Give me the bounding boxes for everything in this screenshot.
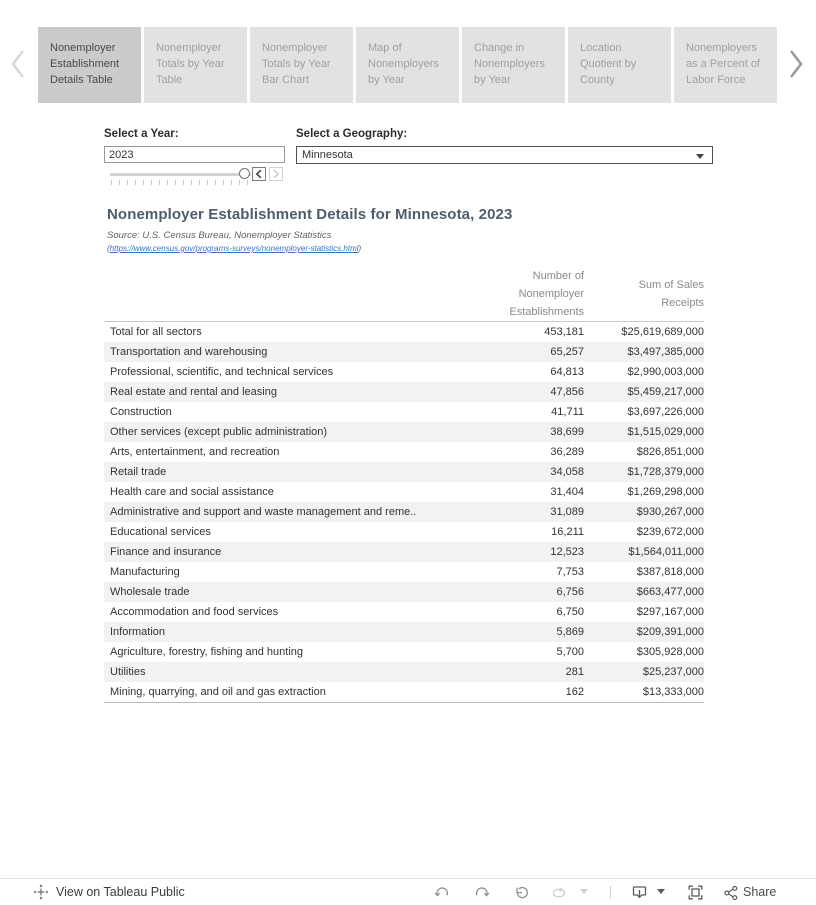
establishments-cell: 47,856 — [550, 386, 584, 398]
view-on-tableau-public-link[interactable]: View on Tableau Public — [56, 885, 185, 899]
receipts-cell: $5,459,217,000 — [627, 386, 704, 398]
sector-cell: Retail trade — [110, 466, 167, 478]
table-row[interactable] — [104, 482, 704, 502]
sector-cell: Mining, quarrying, and oil and gas extraction — [110, 686, 326, 698]
sector-cell: Arts, entertainment, and recreation — [110, 446, 280, 458]
share-icon — [723, 885, 739, 901]
geography-select-value: Minnesota — [302, 149, 353, 161]
table-row[interactable] — [104, 322, 704, 342]
download-button[interactable] — [631, 884, 648, 901]
receipts-cell: $1,564,011,000 — [628, 546, 704, 558]
establishments-cell: 6,750 — [556, 606, 584, 618]
tab-nonemployer-establishment-details-table[interactable]: Nonemployer Establishment Details Table — [38, 27, 141, 103]
table-row[interactable] — [104, 502, 704, 522]
sector-cell: Manufacturing — [110, 566, 180, 578]
table-row[interactable] — [104, 562, 704, 582]
chevron-left-icon — [254, 169, 264, 179]
fullscreen-icon — [687, 884, 704, 901]
sector-cell: Construction — [110, 406, 172, 418]
establishments-cell: 162 — [565, 686, 584, 698]
receipts-cell: $13,333,000 — [642, 686, 704, 698]
tableau-logo-icon[interactable] — [33, 884, 49, 900]
receipts-cell: $1,269,298,000 — [627, 486, 704, 498]
share-button[interactable] — [723, 885, 739, 901]
table-header-row — [104, 267, 704, 322]
sector-cell: Utilities — [110, 666, 146, 678]
tab-map-of-nonemployers-by-year[interactable]: Map of Nonemployers by Year — [356, 27, 459, 103]
table-row[interactable] — [104, 642, 704, 662]
year-input[interactable] — [104, 146, 285, 163]
replay-button[interactable] — [551, 885, 567, 901]
tab-scroll-left-button[interactable] — [8, 48, 30, 80]
undo-button[interactable] — [434, 885, 450, 901]
table-row[interactable] — [104, 622, 704, 642]
establishments-cell: 7,753 — [556, 566, 584, 578]
table-row[interactable] — [104, 462, 704, 482]
establishments-cell: 31,089 — [550, 506, 584, 518]
establishments-cell: 5,869 — [556, 626, 584, 638]
download-icon — [631, 884, 648, 901]
establishments-cell: 64,813 — [550, 366, 584, 378]
chevron-right-icon — [271, 169, 281, 179]
table-row[interactable] — [104, 422, 704, 442]
dropdown-caret-icon — [696, 154, 704, 159]
receipts-cell: $826,851,000 — [636, 446, 704, 458]
year-slider — [104, 165, 296, 187]
establishments-cell: 453,181 — [544, 326, 584, 338]
chevron-left-icon — [8, 48, 30, 80]
link-paren-open: ( — [107, 244, 110, 253]
slider-next-button[interactable] — [269, 167, 283, 181]
year-filter-label: Select a Year: — [104, 128, 179, 140]
sheet-tab-bar — [38, 27, 780, 103]
establishments-cell: 12,523 — [550, 546, 584, 558]
table-row[interactable] — [104, 522, 704, 542]
receipts-cell: $1,515,029,000 — [627, 426, 704, 438]
tab-nonemployer-totals-by-year-bar-chart[interactable]: Nonemployer Totals by Year Bar Chart — [250, 27, 353, 103]
receipts-cell: $305,928,000 — [636, 646, 704, 658]
geography-filter-label: Select a Geography: — [296, 128, 408, 140]
receipts-cell: $387,818,000 — [636, 566, 704, 578]
redo-icon — [474, 885, 490, 901]
sector-cell: Agriculture, forestry, fishing and hunting — [110, 646, 304, 658]
establishments-cell: 16,211 — [551, 526, 584, 538]
sector-cell: Administrative and support and waste management and reme.. — [110, 506, 417, 518]
year-slider-handle[interactable] — [239, 168, 250, 179]
slider-previous-button[interactable] — [252, 167, 266, 181]
redo-button[interactable] — [474, 885, 490, 901]
table-row[interactable] — [104, 342, 704, 362]
reset-button[interactable] — [514, 885, 530, 901]
table-body — [104, 322, 704, 703]
establishments-cell: 5,700 — [556, 646, 584, 658]
establishments-cell: 281 — [565, 666, 584, 678]
sector-cell: Total for all sectors — [110, 326, 202, 338]
undo-icon — [434, 885, 450, 901]
receipts-cell: $25,237,000 — [642, 666, 704, 678]
tableau-footer-toolbar — [0, 878, 816, 905]
receipts-cell: $3,497,385,000 — [627, 346, 704, 358]
tab-change-in-nonemployers-by-year[interactable]: Change in Nonemployers by Year — [462, 27, 565, 103]
share-label[interactable]: Share — [743, 885, 777, 899]
fullscreen-button[interactable] — [687, 884, 704, 901]
establishments-cell: 31,404 — [550, 486, 584, 498]
establishments-header[interactable]: Number of Nonemployer Establishments — [509, 270, 584, 318]
receipts-cell: $2,990,003,000 — [627, 366, 704, 378]
receipts-cell: $1,728,379,000 — [627, 466, 704, 478]
table-row[interactable] — [104, 602, 704, 622]
table-row[interactable] — [104, 362, 704, 382]
source-text: Source: U.S. Census Bureau, Nonemployer Statistics — [107, 230, 332, 241]
sector-cell: Finance and insurance — [110, 546, 222, 558]
replay-icon — [551, 885, 567, 901]
receipts-cell: $930,267,000 — [636, 506, 704, 518]
sector-cell: Information — [110, 626, 166, 638]
receipts-cell: $25,619,689,000 — [621, 326, 704, 338]
sector-cell: Real estate and rental and leasing — [110, 386, 277, 398]
table-row[interactable] — [104, 402, 704, 422]
sector-cell: Wholesale trade — [110, 586, 190, 598]
geography-select[interactable] — [296, 146, 713, 164]
sector-cell: Health care and social assistance — [110, 486, 274, 498]
download-caret-icon[interactable] — [657, 889, 665, 894]
receipts-header[interactable]: Sum of Sales Receipts — [638, 279, 704, 309]
replay-speed-caret-icon[interactable] — [580, 889, 588, 894]
sector-cell: Other services (except public administration) — [110, 426, 328, 438]
establishments-cell: 65,257 — [550, 346, 584, 358]
establishments-cell: 34,058 — [550, 466, 584, 478]
link-paren-close: ) — [358, 244, 362, 253]
year-slider-ticks — [111, 180, 253, 185]
sector-cell: Accommodation and food services — [110, 606, 279, 618]
establishments-cell: 38,699 — [550, 426, 584, 438]
sector-cell: Professional, scientific, and technical services — [110, 366, 334, 378]
table-row[interactable] — [104, 442, 704, 462]
report-title: Nonemployer Establishment Details for Minnesota, 2023 — [107, 206, 513, 223]
tab-nonemployers-as-percent-of-labor-force[interactable]: Nonemployers as a Percent of Labor Force — [674, 27, 777, 103]
establishments-cell: 6,756 — [556, 586, 584, 598]
table-row[interactable] — [104, 682, 704, 702]
table-row[interactable] — [104, 662, 704, 682]
establishments-cell: 36,289 — [550, 446, 584, 458]
chevron-right-icon — [784, 48, 806, 80]
receipts-cell: $3,697,226,000 — [627, 406, 704, 418]
source-link-line — [107, 244, 361, 253]
sector-cell: Transportation and warehousing — [110, 346, 268, 358]
year-slider-track[interactable] — [110, 173, 251, 176]
receipts-cell: $663,477,000 — [636, 586, 704, 598]
receipts-cell: $239,672,000 — [636, 526, 704, 538]
details-table — [104, 267, 704, 703]
receipts-cell: $209,391,000 — [636, 626, 704, 638]
establishments-cell: 41,711 — [551, 406, 584, 418]
receipts-cell: $297,167,000 — [636, 606, 704, 618]
tab-nonemployer-totals-by-year-table[interactable]: Nonemployer Totals by Year Table — [144, 27, 247, 103]
source-link[interactable]: https://www.census.gov/programs-surveys/nonemployer-statistics.html — [109, 244, 359, 253]
tab-location-quotient-by-county[interactable]: Location Quotient by County — [568, 27, 671, 103]
table-row[interactable] — [104, 582, 704, 602]
table-row[interactable] — [104, 542, 704, 562]
toolbar-divider — [610, 886, 611, 899]
sector-cell: Educational services — [110, 526, 211, 538]
table-row[interactable] — [104, 382, 704, 402]
reset-icon — [514, 885, 530, 901]
tab-scroll-right-button[interactable] — [784, 48, 806, 80]
